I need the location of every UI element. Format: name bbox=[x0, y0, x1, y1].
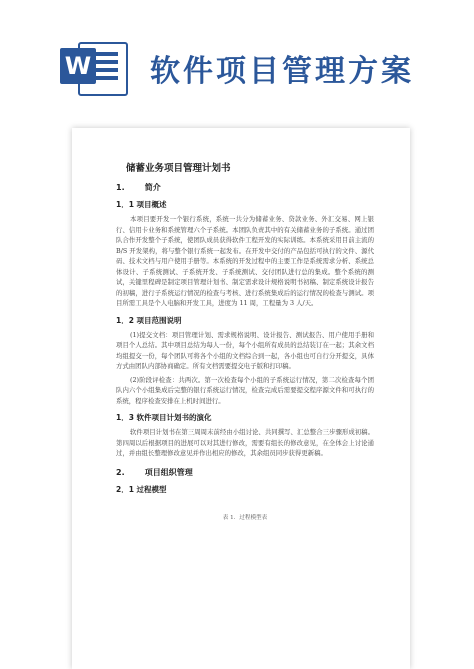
subsection-heading-2-1: 2．1 过程模型 bbox=[116, 484, 167, 494]
word-logo-letter: W bbox=[60, 48, 96, 84]
section-title: 项目组织管理 bbox=[144, 467, 193, 477]
subsection-heading-1-1: 1．1 项目概述 bbox=[116, 200, 167, 209]
word-icon bbox=[60, 38, 126, 96]
banner-title: 软件项目管理方案 bbox=[150, 54, 414, 89]
subsection-heading-1-3: 1．3 软件项目计划书的演化 bbox=[116, 413, 212, 422]
section-heading-1 bbox=[116, 182, 374, 193]
banner bbox=[0, 0, 474, 118]
paragraph-1-3: 软件项目计划书在第三周周末前经由小组讨论、共同撰写、汇总整合三步骤形成初稿。第四周以后根据项目的进展可以对其进行修改，需要有组长的修改意见，在全体会上讨论通过，并由组长整理修改意见并作出相应的修改，其余组员同步获得更新稿。 bbox=[116, 428, 374, 457]
document-title: 储蓄业务项目管理计划书 bbox=[126, 163, 231, 174]
section-number: 1. bbox=[116, 183, 125, 192]
subsection-heading-1-2: 1．2 项目范围说明 bbox=[116, 315, 182, 325]
section-number: 2. bbox=[116, 467, 125, 477]
document-content bbox=[116, 160, 374, 521]
paragraph-1-2a: (1)提交文档：项目管理计划、需求规格说明、设计报告、测试报告、用户使用手册和项目个人总结。其中项目总结为每人一份，每个小组所有成员的总结装订在一起；其余文档均组提交一份，每个团队可将各个小组的文档综合到一起，各小组也可自行分开提交，具体方式由团队内部协商确定。所有文档需要提交电子版和打印稿。 bbox=[116, 330, 374, 370]
paragraph-1-2b: (2)阶段评检查：共两次。第一次检查每个小组的子系统运行情况，第二次检查每个团队内六个小组集成后完整的银行系统运行情况，检查完成后需要提交程序源文件和可执行的系统，程序检查安排在上机时间进行。 bbox=[116, 375, 374, 405]
document-page bbox=[72, 128, 410, 669]
paragraph-1-1: 本项目要开发一个银行系统，系统一共分为储蓄业务、贷款业务、外汇交易、网上银行、信用卡业务和系统管理六个子系统。本团队负责其中的有关储蓄业务的子系统。通过团队合作开发整个子系统，使团队成员获得软件工程开发的实际训练。本系统采用目前主流的 B/S 开发架构，将与整个银行系统一起发布。在开发中交付的产品包括可执行的文件、源代码、技术文档与用户使用手册等。本系统的开发过程中的主要工作是系统需求分析、系统总体设计、子系统测试、子系统开发、子系统测试、交付团队进行总的集成。整个系统的测试，关键里程碑是制定项目管理计划书、制定需求设计规格说明书初稿、制定系统设计报告的初稿，进行子系统运行情况的检查与考核、进行系统集成后的运行情况的检查与测试。项目所需工具是个人电脑和开发工具，进度为 11 周，工程量为 3 人/天。 bbox=[116, 215, 374, 307]
table-caption: 表 1．过程模型表 bbox=[222, 514, 268, 521]
section-heading-2 bbox=[116, 467, 374, 478]
section-title: 简介 bbox=[144, 183, 161, 192]
